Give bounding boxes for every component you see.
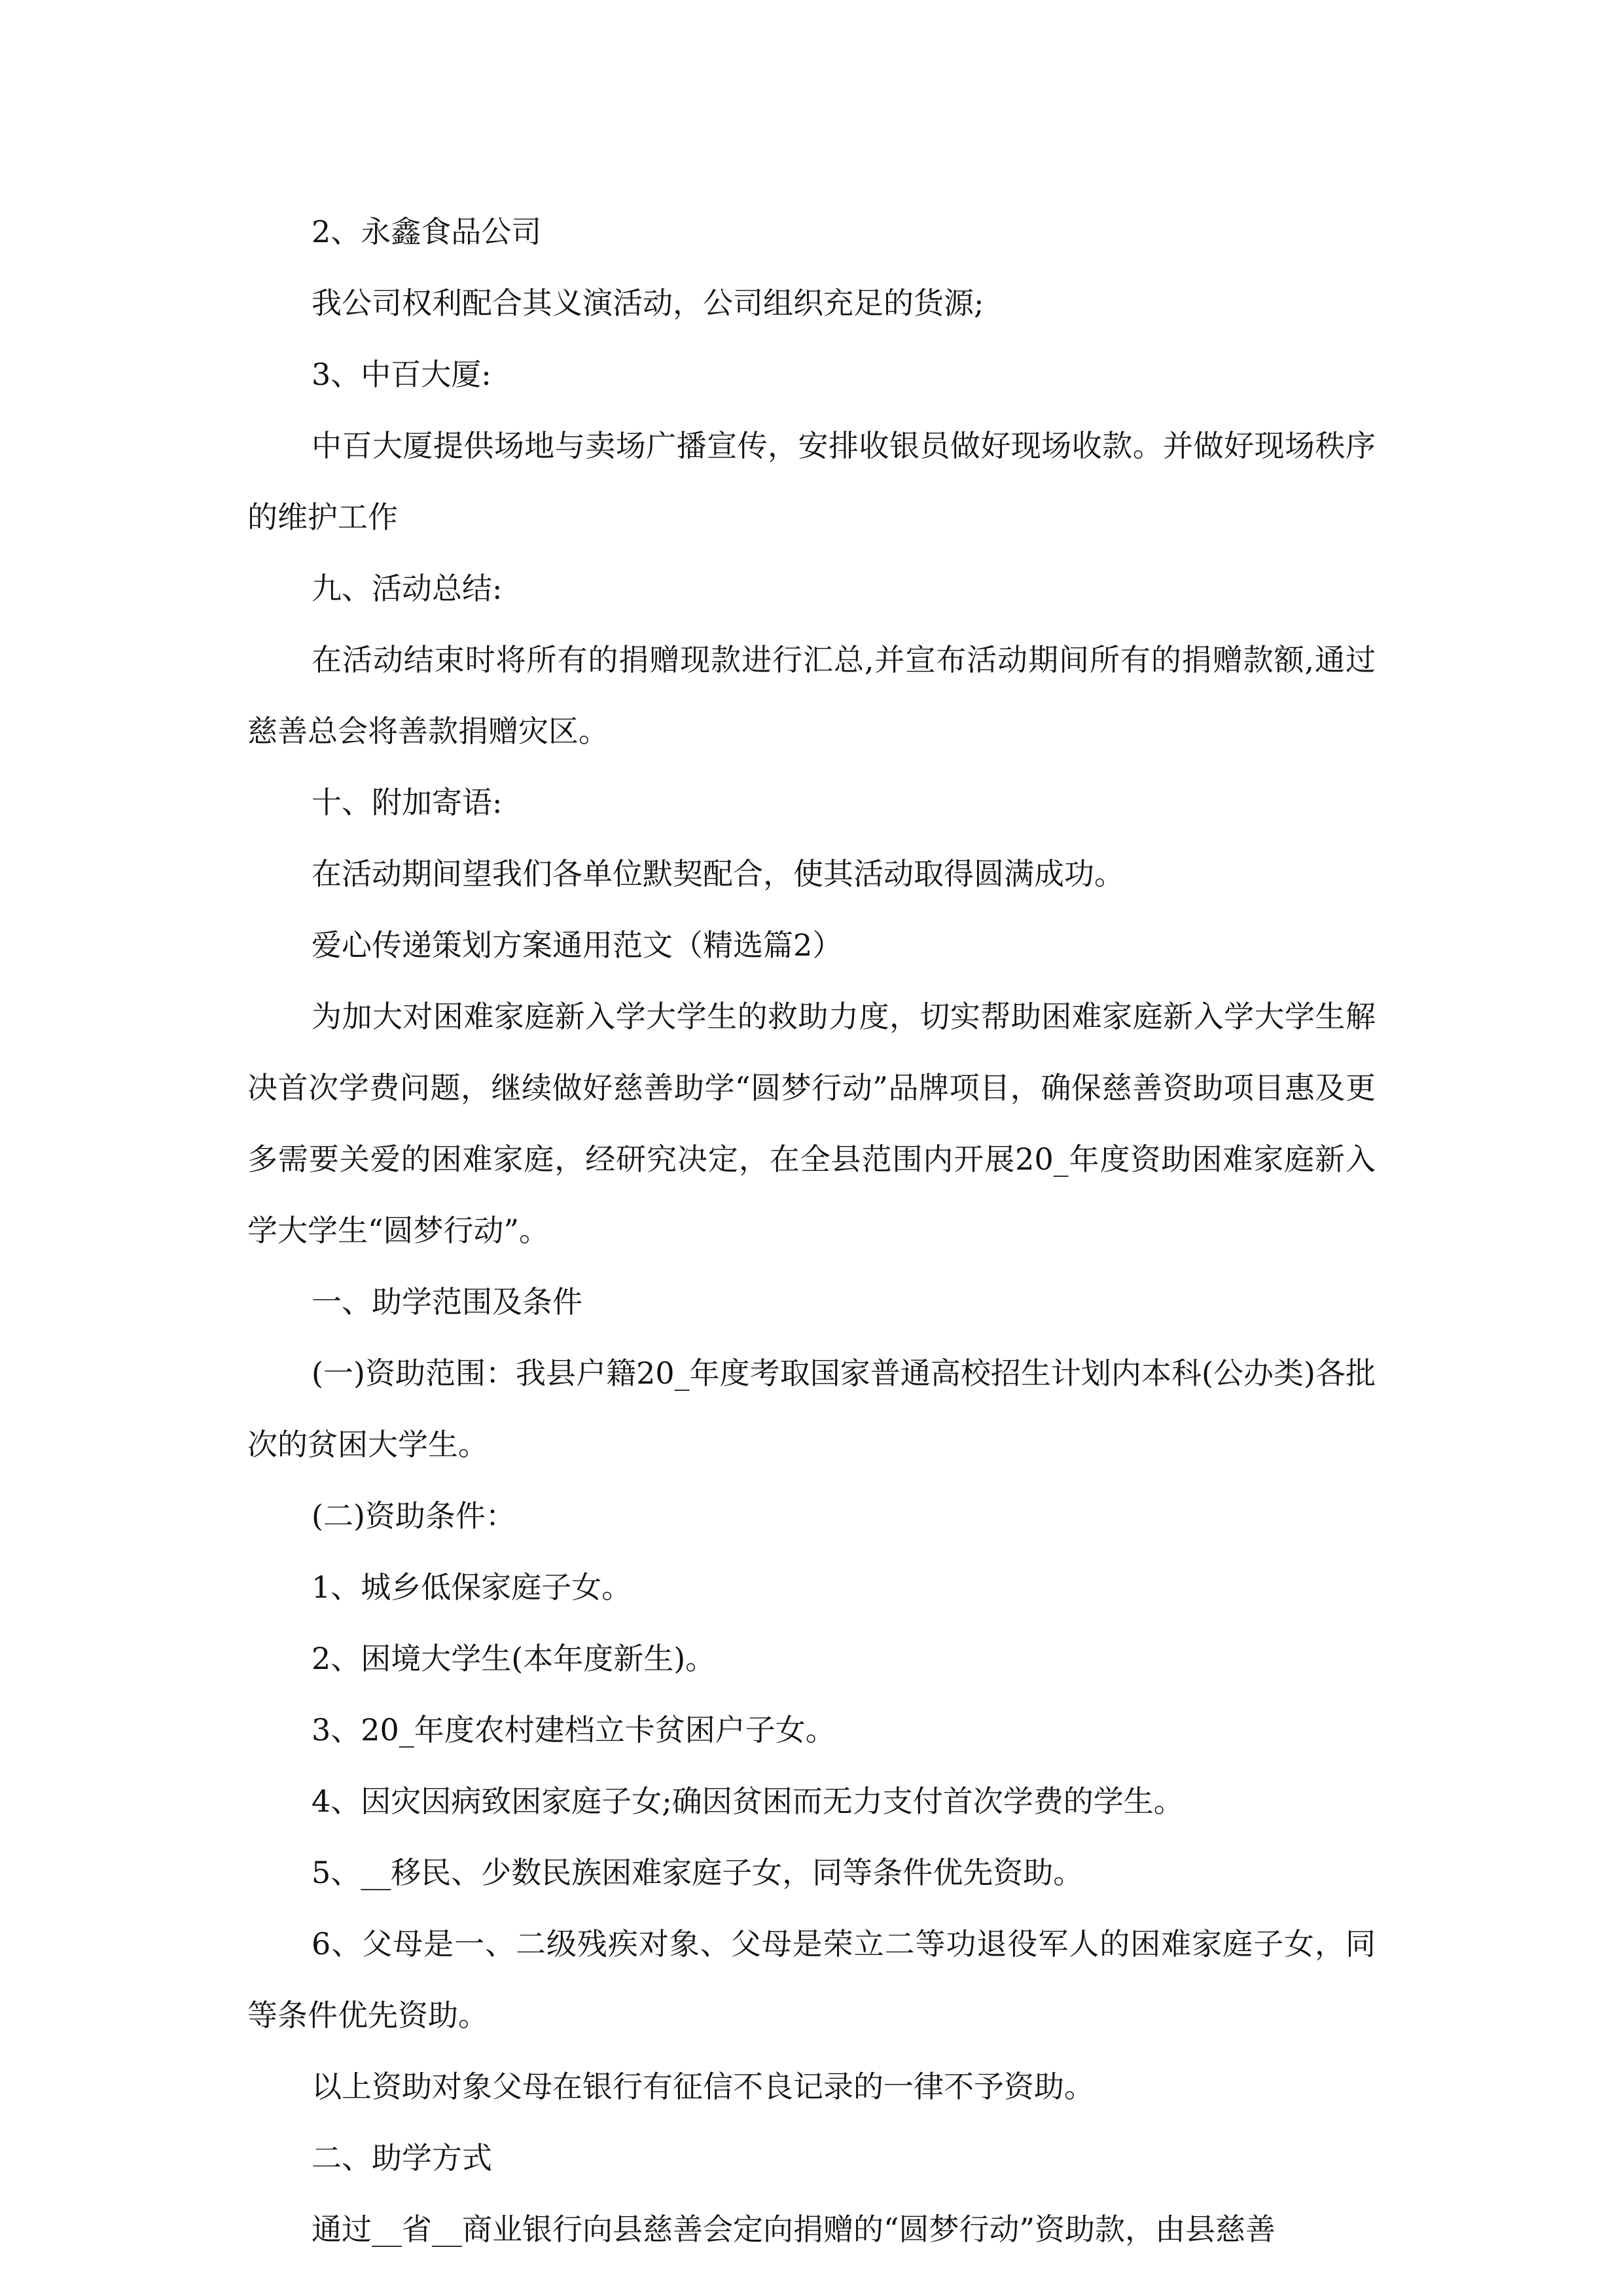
section-heading: 十、附加寄语: [312,785,503,820]
paragraph: 2、永鑫食品公司 [312,214,542,249]
paragraph: (一)资助范围：我县户籍20_年度考取国家普通高校招生计划内本科(公办类)各批次的贫困大学生。 [247,1355,1376,1462]
list-item: 1、城乡低保家庭子女。 [312,1570,632,1605]
paragraph: 通过__省__商业银行向县慈善会定向捐赠的“圆梦行动”资助款，由县慈善 [312,2212,1276,2247]
paragraph: (二)资助条件： [312,1498,516,1534]
list-item: 6、父母是一、二级残疾对象、父母是荣立二等功退役军人的困难家庭子女，同等条件优先资助。 [247,1926,1376,2033]
list-item: 5、__移民、少数民族困难家庭子女，同等条件优先资助。 [312,1855,1084,1890]
list-item: 3、20_年度农村建档立卡贫困户子女。 [312,1712,836,1748]
paragraph: 我公司权利配合其义演活动，公司组织充足的货源; [312,285,984,321]
list-item: 4、因灾因病致困家庭子女;确因贫困而无力支付首次学费的学生。 [312,1784,1184,1819]
paragraph: 3、中百大厦: [312,357,491,392]
section-heading: 二、助学方式 [312,2140,492,2176]
paragraph: 在活动结束时将所有的捐赠现款进行汇总,并宣布活动期间所有的捐赠款额,通过慈善总会将善款捐赠灾区。 [247,642,1376,749]
paragraph: 在活动期间望我们各单位默契配合，使其活动取得圆满成功。 [312,856,1124,891]
paragraph: 为加大对困难家庭新入学大学生的救助力度，切实帮助困难家庭新入学大学生解决首次学费问题，继续做好慈善助学“圆梦行动”品牌项目，确保慈善资助项目惠及更多需要关爱的困难家庭，经研究决定，在全县范围内开展20_年度资助困难家庭新入学大学生“圆梦行动”。 [247,999,1376,1248]
paragraph: 中百大厦提供场地与卖场广播宣传，安排收银员做好现场收款。并做好现场秩序的维护工作 [247,428,1376,535]
list-item: 2、困境大学生(本年度新生)。 [312,1641,716,1676]
section-heading: 九、活动总结: [312,571,503,606]
document-body [247,196,1376,2265]
paragraph: 以上资助对象父母在银行有征信不良记录的一律不予资助。 [312,2069,1094,2104]
section-heading: 一、助学范围及条件 [312,1284,582,1319]
article-title: 爱心传递策划方案通用范文（精选篇2） [312,927,843,963]
